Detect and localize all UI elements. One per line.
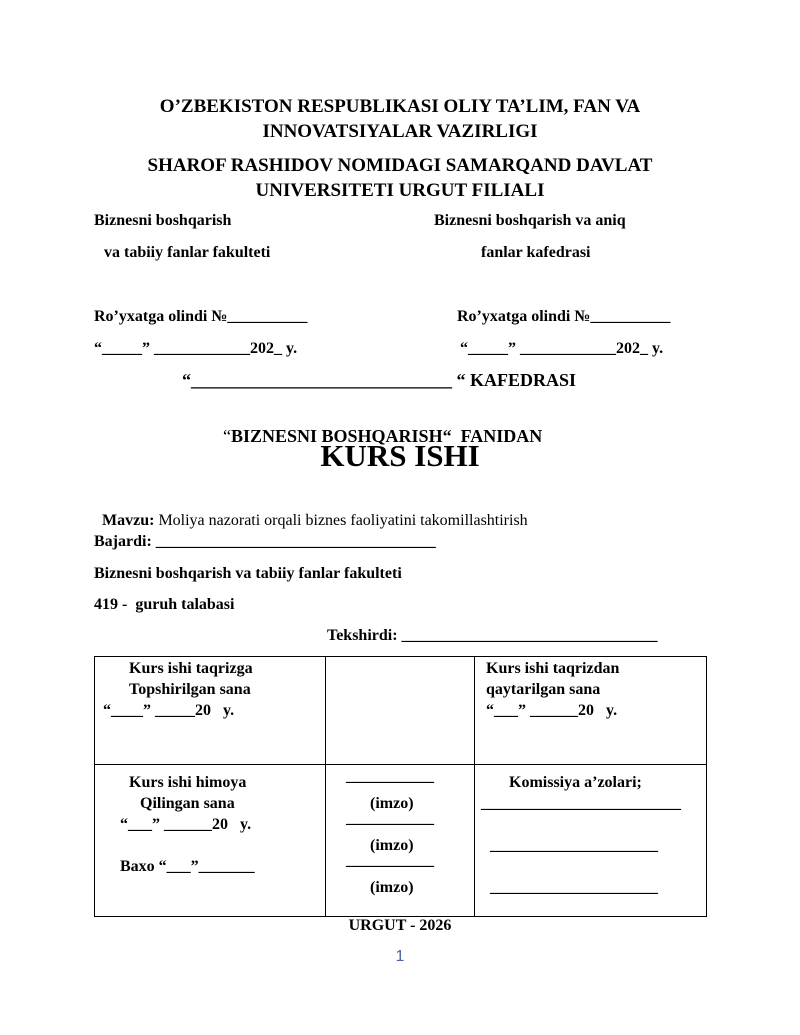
performer-line: Bajardi: ___________________________________ bbox=[94, 533, 436, 550]
signature-line-2: ___________ bbox=[346, 810, 434, 827]
submitted-label-1: Kurs ishi taqrizga bbox=[129, 660, 253, 677]
empty-cell bbox=[326, 657, 475, 765]
submitted-date: “____” _____20 y. bbox=[103, 702, 235, 719]
commission-line-3: _____________________ bbox=[490, 879, 658, 896]
grade-line: Baxo “___”_______ bbox=[120, 858, 255, 875]
defended-label-2: Qilingan sana bbox=[140, 795, 235, 812]
signature-line-1: ___________ bbox=[346, 768, 434, 785]
returned-from-review-cell bbox=[475, 657, 707, 765]
kafedra-line: “_____________________________ “ KAFEDRASI bbox=[182, 370, 577, 390]
group-line: 419 - guruh talabasi bbox=[94, 596, 235, 613]
returned-label-1: Kurs ishi taqrizdan bbox=[486, 660, 620, 677]
document-title: KURS ISHI bbox=[320, 438, 480, 473]
ministry-title-line2: INNOVATSIYALAR VAZIRLIGI bbox=[262, 121, 538, 142]
city-year: URGUT - 2026 bbox=[348, 917, 452, 934]
left-registration-date: “_____” ____________202_ y. bbox=[94, 340, 298, 357]
topic-label: Mavzu: bbox=[102, 512, 155, 529]
submitted-label-2: Topshirilgan sana bbox=[129, 681, 251, 698]
signature-table bbox=[94, 656, 707, 917]
faculty-line1: Biznesni boshqarish bbox=[94, 212, 232, 229]
checker-line: Tekshirdi: ________________________________ bbox=[327, 627, 658, 644]
topic-line bbox=[94, 494, 528, 530]
right-registration-date: “_____” ____________202_ y. bbox=[460, 340, 664, 357]
defended-date: “___” ______20 y. bbox=[120, 816, 252, 833]
returned-label-2: qaytarilgan sana bbox=[486, 681, 601, 698]
commission-line-1: _________________________ bbox=[481, 795, 681, 812]
left-registration-number: Ro’yxatga olindi №__________ bbox=[94, 308, 308, 325]
university-title-line2: UNIVERSITETI URGUT FILIALI bbox=[255, 180, 545, 201]
signature-caption-1: (imzo) bbox=[370, 795, 414, 812]
ministry-title-line1: O’ZBEKISTON RESPUBLIKASI OLIY TA’LIM, FAN VA bbox=[159, 96, 641, 117]
department-line2: fanlar kafedrasi bbox=[481, 244, 591, 261]
defended-cell bbox=[95, 765, 326, 917]
submitted-for-review-cell bbox=[95, 657, 326, 765]
commission-cell bbox=[475, 765, 707, 917]
signatures-cell bbox=[326, 765, 475, 917]
faculty-full-line: Biznesni boshqarish va tabiiy fanlar fakulteti bbox=[94, 565, 402, 582]
commission-label: Komissiya a’zolari; bbox=[509, 774, 642, 791]
page-number: 1 bbox=[395, 948, 405, 965]
university-title-line1: SHAROF RASHIDOV NOMIDAGI SAMARQAND DAVLAT bbox=[147, 155, 653, 176]
signature-caption-3: (imzo) bbox=[370, 879, 414, 896]
commission-line-2: _____________________ bbox=[490, 837, 658, 854]
department-line1: Biznesni boshqarish va aniq bbox=[434, 212, 626, 229]
signature-caption-2: (imzo) bbox=[370, 837, 414, 854]
right-registration-number: Ro’yxatga olindi №__________ bbox=[457, 308, 671, 325]
subject-line: BIZNESNI BOSHQARISH“ FANIDAN bbox=[231, 426, 543, 446]
subject-quote-open: “ bbox=[223, 426, 231, 446]
defended-label-1: Kurs ishi himoya bbox=[129, 774, 247, 791]
faculty-line2: va tabiiy fanlar fakulteti bbox=[104, 244, 271, 261]
topic-value: Moliya nazorati orqali biznes faoliyatini takomillashtirish bbox=[154, 512, 528, 529]
returned-date: “___” ______20 y. bbox=[486, 702, 618, 719]
signature-line-3: ___________ bbox=[346, 852, 434, 869]
